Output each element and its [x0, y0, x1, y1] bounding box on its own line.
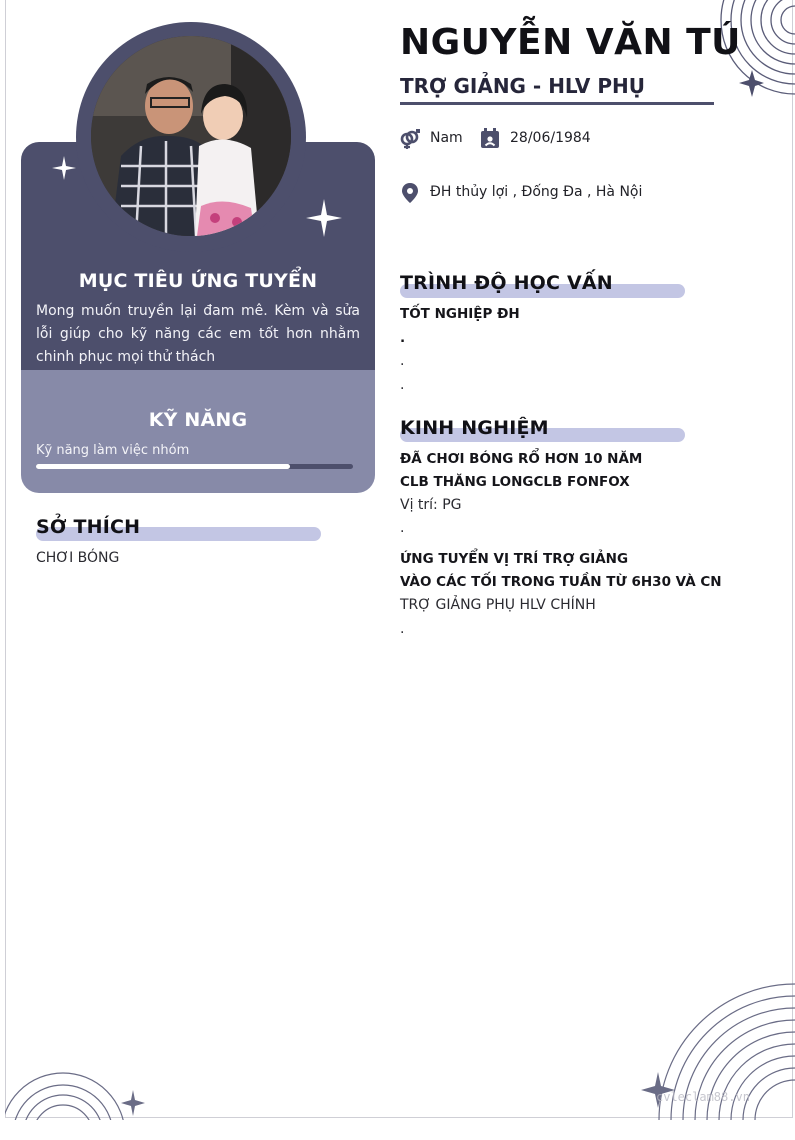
- hobbies-text: CHƠI BÓNG: [36, 550, 120, 566]
- skills-card: [21, 370, 375, 493]
- education-line: .: [400, 377, 405, 393]
- watermark: cvleclam88.vn: [656, 1090, 750, 1104]
- experience-detail: Vị trí: PG: [400, 497, 462, 513]
- skills-title: KỸ NĂNG: [148, 409, 248, 431]
- address-text: ĐH thủy lợi , Đống Đa , Hà Nội: [430, 184, 643, 200]
- experience-detail: TRỢ GIẢNG PHỤ HLV CHÍNH: [400, 597, 596, 613]
- education-line: .: [400, 330, 406, 346]
- decorative-arcs-bottom-left: [5, 1060, 150, 1120]
- objective-title: MỤC TIÊU ỨNG TUYỂN: [78, 270, 318, 292]
- candidate-name: NGUYỄN VĂN TÚ: [400, 22, 741, 63]
- skill-name: Kỹ năng làm việc nhóm: [36, 443, 190, 458]
- calendar-icon: [480, 128, 500, 148]
- avatar-photo: [91, 36, 291, 236]
- experience-headline: ỨNG TUYỂN VỊ TRÍ TRỢ GIẢNG: [400, 551, 629, 567]
- experience-note: .: [400, 621, 405, 637]
- birthday-text: 28/06/1984: [510, 130, 591, 146]
- experience-title: KINH NGHIỆM: [400, 417, 549, 439]
- sparkle-icon: [306, 199, 342, 237]
- sparkle-icon: [121, 1090, 145, 1116]
- experience-org: VÀO CÁC TỐI TRONG TUẦN TỪ 6H30 VÀ CN: [400, 574, 722, 590]
- objective-text: Mong muốn truyền lại đam mê. Kèm và sửa lỗi giúp cho kỹ năng các em tốt hơn nhằm chinh phục mọi thử thách: [36, 303, 360, 365]
- skill-progress-fill: [36, 464, 290, 469]
- education-title: TRÌNH ĐỘ HỌC VẤN: [400, 272, 613, 294]
- hobbies-title: SỞ THÍCH: [36, 516, 141, 538]
- location-icon: [400, 183, 420, 203]
- candidate-role: TRỢ GIẢNG - HLV PHỤ: [400, 74, 645, 98]
- role-underline: [400, 102, 714, 105]
- experience-org: CLB THĂNG LONGCLB FONFOX: [400, 474, 630, 490]
- sparkle-icon: [52, 156, 76, 180]
- skill-progress-bar: [36, 464, 353, 469]
- education-line: .: [400, 353, 405, 369]
- gender-text: Nam: [430, 130, 463, 146]
- experience-note: .: [400, 520, 405, 536]
- education-degree: TỐT NGHIỆP ĐH: [400, 306, 520, 322]
- gender-icon: [400, 129, 420, 149]
- experience-headline: ĐÃ CHƠI BÓNG RỔ HƠN 10 NĂM: [400, 451, 643, 467]
